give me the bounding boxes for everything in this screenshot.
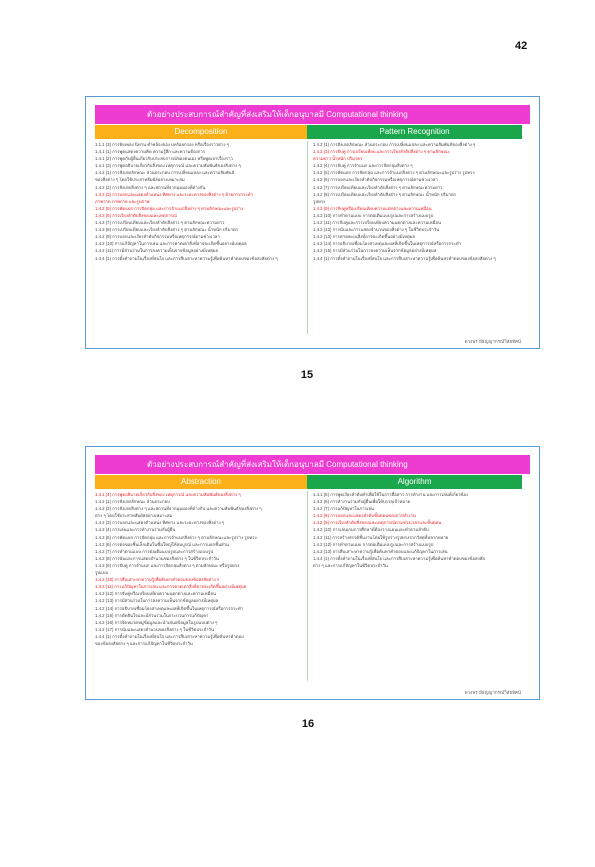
list-item: 1.4.2 (11) การแก้ปัญหาในการเล่น และการคาดเดาสิ่งที่อาจจะเกิดขึ้นอย่างมีเหตุผล xyxy=(95,584,247,590)
list-item: 1.4.2 (12) การทำตามแบบ การต่อเติมแบบรูปและการสร้างแบบรูป xyxy=(313,541,434,547)
list-item: ภาพวาด ภาพถ่าย และรูปภาพ xyxy=(95,198,150,204)
list-item: 1.4.2 (13) การมีส่วนร่วมในการลงความเห็นจากข้อมูลอย่างมีเหตุผล xyxy=(95,598,219,604)
list-item: 1.4.2 (8) การเปรียบเทียบและเรียงลำดับสิ่งต่าง ๆ ตามลักษณะ น้ำหนัก ปริมาตร xyxy=(95,227,239,233)
list-item: 1.4.2 (9) การจับคู่หรือเปรียบเทียบความแตกต่างและความเหมือน xyxy=(313,205,432,211)
slide-title: ตัวอย่างประสบการณ์สำคัญที่ส่งเสริมให้เด็กอนุบาลมี Computational thinking xyxy=(95,105,530,124)
list-item: 1.4.2 (5) การคัดแยก การจัดกลุ่ม และการจำแนกสิ่งต่าง ๆ ตามลักษณะและรูปร่าง xyxy=(95,205,244,211)
list-item: 1.4.2 (10) การทำตามแบบ การต่อเติมแบบรูปและการสร้างแบบรูป xyxy=(313,212,434,218)
slide-decomposition-pattern xyxy=(85,96,540,349)
list-item: 1.4.2 (3) การบอกและแสดงตำแหน่ง ทิศทาง และระยะทางของสิ่งต่าง ๆ xyxy=(95,520,225,526)
list-item: 1.4.2 (10) การเล่นเกมการศึกษาที่ต้องวางแผนและทำตามลำดับ xyxy=(313,527,429,533)
list-item: 1.4.2 (14) การอธิบายเชื่อมโยงสาเหตุและผลที่เกิดขึ้นในเหตุการณ์หรือการกระทำ xyxy=(313,241,461,247)
list-item: 1.4.2 (1) การสังเกตลักษณะ ส่วนประกอบ การเปลี่ยนแปลง และความสัมพันธ์ของสิ่งต่าง ๆ xyxy=(313,142,476,147)
list-item: 1.4.2 (5) การคัดแยก การจัดกลุ่ม และการจำแนกสิ่งต่าง ๆ ตามลักษณะและรูปร่าง รูปทรง xyxy=(95,534,257,540)
list-item: 1.4.2 (12) การจับคู่หรือเปรียบเทียบความแตกต่างและความเหมือน xyxy=(95,591,216,597)
list-item: 1.4.2 (11) การมีส่วนร่วมในการลงความเห็นจากข้อมูลอย่างมีเหตุผล xyxy=(95,248,219,254)
slide-credit: ดวงพร มีธัญญากรณ์วิสัยทัศน์ xyxy=(464,339,521,344)
list-item: 1.4.1 (5) การพูดเรียงลำดับคำเพื่อใช้ในการสื่อสาร การทำงาน และการเล่นที่เกี่ยวข้อง xyxy=(313,492,469,497)
list-item: 1.4.4 (1) การตั้งคำถามในเรื่องที่สนใจ และการสืบเสาะหาความรู้เพื่อค้นหาคำตอบของข้อสงสัยต่าง ๆ xyxy=(313,255,496,261)
list-item: 1.4.2 (7) การทำตามแบบ การต่อเติมแบบรูปและการสร้างแบบรูป xyxy=(95,548,213,554)
list-item: 1.4.2 (6) การทำงานร่วมกับผู้อื่นเพื่อให้บรรลุเป้าหมาย xyxy=(313,499,411,505)
list-item: รูปแบบ xyxy=(95,570,109,576)
list-item: 1.4.2 (1) การสังเกตลักษณะ ส่วนประกอบ การเปลี่ยนแปลง และความสัมพันธ์ xyxy=(95,170,235,176)
list-item: 1.4.2 (8) การนับและการแสดงจำนวนของสิ่งต่าง ๆ ในชีวิตประจำวัน xyxy=(95,555,219,561)
list-item: 1.4.2 (1) การสังเกตลักษณะ ส่วนประกอบ xyxy=(95,499,170,505)
page-number: 42 xyxy=(515,40,528,52)
slide-caption: 15 xyxy=(300,369,314,381)
pattern-recognition-list xyxy=(309,141,520,334)
list-item: 1.4.2 (6) การต่อของชิ้นเล็กเติมในชิ้นใหญ่ให้สมบูรณ์ และการแยกชิ้นส่วน xyxy=(95,541,229,547)
list-item: 1.4.2 (4) การเล่นและการทำงานร่วมกับผู้อื่น xyxy=(95,527,176,533)
list-item: ต่าง ๆ โดยใช้ประสาทสัมผัสอย่างเหมาะสม xyxy=(95,513,173,519)
list-item: 1.4.2 (11) การสร้างสรรค์ชิ้นงานโดยใช้รูปร่างรูปทรงจากวัสดุที่หลากหลาย xyxy=(313,534,449,540)
column-header-decomposition: Decomposition xyxy=(95,125,307,139)
list-item: 1.4.2 (2) การสังเกตสิ่งต่าง ๆ และสถานที่จากมุมมองที่ต่างกัน xyxy=(95,184,206,190)
list-item: 1.4.2 (5) การคัดแยก การจัดกลุ่ม และการจำแนกสิ่งต่าง ๆ ตามลักษณะและรูปร่าง รูปทรง xyxy=(313,170,475,176)
slide-caption: 16 xyxy=(301,718,315,730)
list-item: 1.4.2 (3) การบอกและแสดงตำแหน่ง ทิศทาง และระยะทางของสิ่งต่าง ๆ ด้วยการกระทำ xyxy=(95,191,253,197)
list-item: 1.4.2 (2) การสังเกตสิ่งต่าง ๆ และสถานที่จากมุมมองที่ต่างกัน และความสัมพันธ์ของสิ่งต่าง ๆ xyxy=(95,506,262,512)
slide-credit: ดวงพร มีธัญญากรณ์วิสัยทัศน์ xyxy=(464,690,521,695)
list-item: 1.4.2 (7) การแก้ปัญหาในการเล่น xyxy=(313,506,374,512)
list-item: 1.4.2 (10) การแก้ปัญหาในการเล่น และการคาดเดาสิ่งที่อาจจะเกิดขึ้นอย่างมีเหตุผล xyxy=(95,241,247,247)
slide-title: ตัวอย่างประสบการณ์สำคัญที่ส่งเสริมให้เด็กอนุบาลมี Computational thinking xyxy=(95,455,530,474)
list-item: 1.4.2 (16) การจัดหมวดหมู่ข้อมูลและนำเสนอข้อมูลในรูปแบบต่าง ๆ xyxy=(95,619,218,625)
list-item: 1.4.2 (12) การนับและการแสดงจำนวนของสิ่งต่าง ๆ ในชีวิตประจำวัน xyxy=(313,227,440,233)
list-item: รูปทรง xyxy=(313,198,326,204)
list-item: 1.4.2 (8) การบอกและแสดงลำดับขั้นตอนของการทำงาน xyxy=(313,513,416,519)
list-item: 1.4.2 (7) การเปรียบเทียบและเรียงลำดับสิ่งต่าง ๆ ตามลักษณะความยาว xyxy=(313,184,443,190)
list-item: 1.4.2 (4) การจับคู่ การจำแนก และการจัดกลุ่มสิ่งต่าง ๆ xyxy=(313,163,413,169)
list-item: 1.4.1 (3) การพูดอธิบายเกี่ยวกับสิ่งของ เหตุการณ์ และความสัมพันธ์ของสิ่งต่าง ๆ xyxy=(95,163,241,169)
list-item: 1.4.2 (6) การบอกและเรียงลำดับกิจกรรมหรือเหตุการณ์ตามช่วงเวลา xyxy=(313,177,438,183)
list-item: ความยาว น้ำหนัก ปริมาตร xyxy=(313,156,363,162)
list-item: 1.4.2 (7) การเปรียบเทียบและเรียงลำดับสิ่งต่าง ๆ ตามลักษณะความยาว xyxy=(95,220,225,226)
list-item: 1.4.2 (9) การเรียงลำดับสิ่งของและเหตุการณ์ตามช่วงเวลาและขั้นตอน xyxy=(313,520,442,526)
list-item: 1.4.2 (8) การเปรียบเทียบและเรียงลำดับสิ่งต่าง ๆ ตามลักษณะ น้ำหนัก ปริมาตร xyxy=(313,191,457,197)
list-item: ของสิ่งต่าง ๆ โดยใช้ประสาทสัมผัสอย่างเหมาะสม xyxy=(95,177,185,183)
list-item: 1.4.2 (9) การบอกและเรียงลำดับกิจกรรมหรือเหตุการณ์ตามช่วงเวลา xyxy=(95,234,220,240)
list-item: ต่าง ๆ และการแก้ปัญหาในชีวิตประจำวัน xyxy=(313,562,388,568)
list-item: 1.4.4 (1) การตั้งคำถามในเรื่องที่สนใจ และการสืบเสาะหาความรู้เพื่อค้นหาคำตอบของข้อสงสัย xyxy=(313,555,485,561)
algorithm-list xyxy=(309,491,520,681)
list-item: 1.4.1 (2) การพูดกับผู้อื่นเกี่ยวกับประสบการณ์ของตนเอง หรือพูดเล่าเรื่องราว xyxy=(95,156,233,162)
list-item: 1.4.2 (11) การจับคู่และการเปรียบเทียบความแตกต่างและความเหมือน xyxy=(313,220,441,226)
list-item: 1.4.4 (1) การตั้งคำถามในเรื่องที่สนใจ และการสืบเสาะหาความรู้เพื่อค้นหาคำตอบของข้อสงสัยต่าง ๆ xyxy=(95,255,278,261)
list-item: 1.4.2 (3) การจับคู่ การเปรียบเทียบ และการเรียงลำดับสิ่งต่าง ๆ ตามลักษณะ xyxy=(313,149,450,155)
column-header-pattern-recognition: Pattern Recognition xyxy=(307,125,522,139)
list-item: 1.4.1 (1) การพูดแสดงความคิด ความรู้สึก และความต้องการ xyxy=(95,149,206,155)
list-item: 1.4.2 (13) การคาดคะเนสิ่งที่อาจจะเกิดขึ้นอย่างมีเหตุผล xyxy=(313,234,415,240)
list-item: 1.4.4 (1) การตั้งคำถามในเรื่องที่สนใจ และการสืบเสาะหาความรู้เพื่อค้นหาคำตอบ xyxy=(95,633,244,639)
list-item: ของข้อสงสัยต่าง ๆ และการแก้ปัญหาในชีวิตประจำวัน xyxy=(95,640,193,646)
abstraction-list xyxy=(95,491,306,681)
list-item: 1.4.2 (10) การสืบเสาะหาความรู้เพื่อค้นหาคำตอบของข้อสงสัยต่าง ๆ xyxy=(95,577,220,583)
list-item: 1.4.2 (15) การมีส่วนร่วมในการลงความเห็นจากข้อมูลอย่างมีเหตุผล xyxy=(313,248,437,254)
list-item: 1.4.2 (15) การตัดสินใจและมีส่วนร่วมในกระบวนการแก้ปัญหา xyxy=(95,612,209,618)
list-item: 1.4.1 (4) การพูดอธิบายเกี่ยวกับสิ่งของ เหตุการณ์ และความสัมพันธ์ของสิ่งต่าง ๆ xyxy=(95,492,241,497)
list-item: 1.4.2 (14) การอธิบายเชื่อมโยงสาเหตุและผลที่เกิดขึ้นในเหตุการณ์หรือการกระทำ xyxy=(95,605,243,611)
column-header-algorithm: Algorithm xyxy=(307,475,522,489)
list-item: 1.4.2 (17) การนับและแสดงจำนวนของสิ่งต่าง ๆ ในชีวิตประจำวัน xyxy=(95,626,214,632)
list-item: 1.4.2 (6) การเรียงลำดับสิ่งของและเหตุการณ์ xyxy=(95,212,177,218)
column-header-abstraction: Abstraction xyxy=(95,475,307,489)
list-item: 1.1.1 (3) การฟังเพลง นิทาน คำคล้องจอง บทร้อยกรอง หรือเรื่องราวต่าง ๆ xyxy=(95,142,229,147)
list-item: 1.4.2 (9) การจับคู่ การจำแนก และการจัดกลุ่มสิ่งต่าง ๆ ตามลักษณะ หรือรูปทรง xyxy=(95,562,240,568)
list-item: 1.4.2 (13) การสืบเสาะหาความรู้เพื่อค้นหาคำตอบและแก้ปัญหาในการเล่น xyxy=(313,548,448,554)
decomposition-list xyxy=(95,141,306,334)
slide-abstraction-algorithm xyxy=(85,446,540,700)
column-divider xyxy=(307,491,308,681)
column-divider xyxy=(307,141,308,334)
